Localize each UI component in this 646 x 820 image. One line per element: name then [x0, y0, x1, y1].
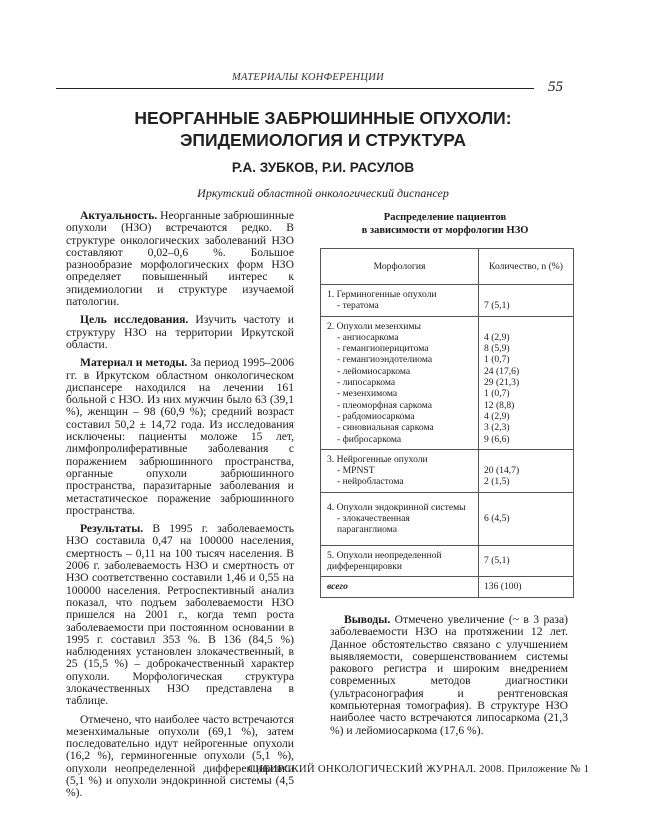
table-row-label: - злокачественная параганглиома — [337, 513, 410, 536]
table-caption-line-2: в зависимости от морфологии НЗО — [361, 225, 529, 236]
table-row-label: - липосаркома — [337, 377, 396, 389]
paragraph-observation — [66, 714, 294, 800]
group-title: 4. Опухоли эндокринной системы — [327, 501, 466, 513]
total-value: 136 (100) — [479, 577, 574, 597]
table-row-value: 6 (4,5) — [484, 513, 510, 525]
paragraph-aim — [66, 314, 294, 351]
table-row-total — [321, 577, 574, 597]
table-row-mesenchymal — [321, 316, 574, 449]
table-row-value: 29 (21,3) — [484, 377, 520, 389]
results-heading: Результаты. — [80, 522, 144, 536]
conclusions-heading: Выводы. — [344, 613, 391, 626]
group-title: 2. Опухоли мезенхимы — [327, 320, 421, 332]
table-row-label: - лейомиосаркома — [337, 365, 411, 377]
table-row-label: - тератома — [337, 300, 379, 312]
table-row-value: 7 (5,1) — [479, 545, 574, 577]
table-row-value: 12 (8,8) — [484, 399, 515, 411]
methods-text: За период 1995–2006 гг. в Иркутском областном онкологическом диспансере находился на лечении 161 больной с НЗО. Из них мужчин было 63 (39,1 %), женщин – 98 (60,9 %); средний возраст составил 50,2 ± 14,72 года. Из исследования исключены: пациенты моложе 15 лет, лимфопролиферативные заболевания с поражением забрюшинного пространства, органные опухоли забрюшинного пространства, паразитарные заболевания и метастатическое поражение забрюшинного пространства. — [66, 356, 294, 517]
paragraph-methods — [66, 357, 294, 517]
paragraph-relevance — [66, 210, 294, 308]
table-row-label: - нейробластома — [337, 476, 404, 488]
group-title: 3. Нейрогенные опухоли — [327, 453, 428, 465]
column-header-morphology: Морфология — [321, 249, 479, 285]
running-head: МАТЕРИАЛЫ КОНФЕРЕНЦИИ — [232, 72, 385, 83]
relevance-heading: Актуальность. — [80, 209, 158, 222]
title-line-1: НЕОРГАННЫЕ ЗАБРЮШИННЫЕ ОПУХОЛИ: — [134, 108, 512, 128]
table-row-value: 9 (6,6) — [484, 433, 510, 445]
table-row-label: - синовиальная саркома — [337, 422, 434, 434]
journal-footer: СИБИРСКИЙ ОНКОЛОГИЧЕСКИЙ ЖУРНАЛ. 2008. Приложение № 1 — [248, 763, 590, 775]
table-row-value: 2 (1,5) — [484, 476, 510, 488]
table-row-label: - MPNST — [337, 465, 375, 477]
table-row-value: 3 (2,3) — [484, 422, 510, 434]
table-row-label: - мезенхимома — [337, 388, 398, 400]
table-row-value: 4 (2,9) — [484, 410, 510, 422]
conclusions-text: Отмечено увеличение (~ в 3 раза) заболеваемости НЗО на протяжении 12 лет. Данное обстоятельство связано с улучшением выявляемости, совершенствованием системы ракового регистра и широким внедрением современных методов диагностики (ультрасонография и рентгеновская компьютерная томография). В структуре НЗО наиболее часто встречаются липосаркома (21,3 %) и лейомиосаркома (17,6 %). — [330, 613, 568, 737]
table-row-label: - гемангиоэндотелиома — [337, 354, 433, 366]
morphology-table — [320, 248, 574, 598]
table-row-label: - гемангиоперицитома — [337, 343, 429, 355]
table-row-value: 20 (14,7) — [484, 465, 520, 477]
article-title — [56, 107, 590, 151]
aim-text: Изучить частоту и структуру НЗО на территории Иркутской области. — [66, 313, 294, 351]
table-row-value: 1 (0,7) — [484, 388, 510, 400]
table-row-value: 1 (0,7) — [484, 354, 510, 366]
results-text: В 1995 г. заболеваемость НЗО составила 0,47 на 100000 населения, смертность – 0,11 на 100 тысяч населения. В 2006 г. заболеваемость НЗО и смертность от НЗО соответственно составили 1,46 и 0,55 на 100000 населения. Ретроспективный анализ показал, что подъем заболеваемости НЗО пришелся на 2001 г., когда темп роста заболеваемости при постоянном основании в 1995 г. составил 353 %. В 136 (84,5 %) наблюдениях установлен злокачественный, в 25 (15,5 %) – доброкачественный характер опухоли. Морфологическая структура злокачественных НЗО представлена в таблице. — [66, 522, 294, 708]
methods-heading: Материал и методы. — [80, 356, 188, 370]
table-caption — [330, 211, 560, 237]
table-row-value: 7 (5,1) — [484, 300, 510, 312]
table-row-endocrine — [321, 492, 574, 545]
column-header-count: Количество, n (%) — [479, 249, 574, 285]
table-row-label: - ангиосаркома — [337, 331, 399, 343]
table-row-value: 24 (17,6) — [484, 365, 520, 377]
affiliation: Иркутский областной онкологический диспансер — [197, 186, 449, 200]
relevance-text: Неорганные забрюшинные опухоли (НЗО) встречаются редко. В структуре онкологических заболеваний НЗО составляют 0,02–0,6 %. Большое разнообразие морфологических форм НЗО определяет повышенный интерес к эпидемиологии и структуре изучаемой патологии. — [66, 209, 294, 309]
authors: Р.А. ЗУБКОВ, Р.И. РАСУЛОВ — [231, 160, 415, 175]
aim-heading: Цель исследования. — [80, 313, 189, 327]
table-header-row — [321, 249, 574, 285]
paragraph-conclusions — [330, 614, 568, 737]
table-row-undifferentiated — [321, 545, 574, 577]
header-rule — [56, 88, 534, 89]
group-title: 1. Герминогенные опухоли — [327, 289, 437, 300]
total-label: всего — [321, 577, 479, 597]
paragraph-results — [66, 523, 294, 707]
left-column — [66, 210, 294, 806]
right-column — [330, 614, 568, 737]
page-number: 55 — [548, 79, 563, 95]
title-line-2: ЭПИДЕМИОЛОГИЯ И СТРУКТУРА — [179, 130, 467, 150]
table-row-neurogenic — [321, 449, 574, 492]
table-row-label: - фибросаркома — [337, 433, 402, 445]
table-row-value: 4 (2,9) — [484, 331, 510, 343]
observation-text: Отмечено, что наиболее часто встречаются мезенхимальные опухоли (69,1 %), затем последовательно идут нейрогенные опухоли (16,2 %), герминогенные опухоли (5,1 %), опухоли неопределенной дифференцировки (5,1 %) и опухоли эндокринной системы (4,5 %). — [66, 712, 294, 800]
table-caption-line-1: Распределение пациентов — [383, 212, 507, 223]
table-row-value: 8 (5,9) — [484, 343, 510, 355]
table-row-germinogenic — [321, 285, 574, 317]
group-title: 5. Опухоли неопределенной дифференцировки — [321, 545, 479, 577]
table-row-label: - рабдомиосаркома — [337, 410, 415, 422]
table-row-label: - плеоморфная саркома — [337, 399, 432, 411]
